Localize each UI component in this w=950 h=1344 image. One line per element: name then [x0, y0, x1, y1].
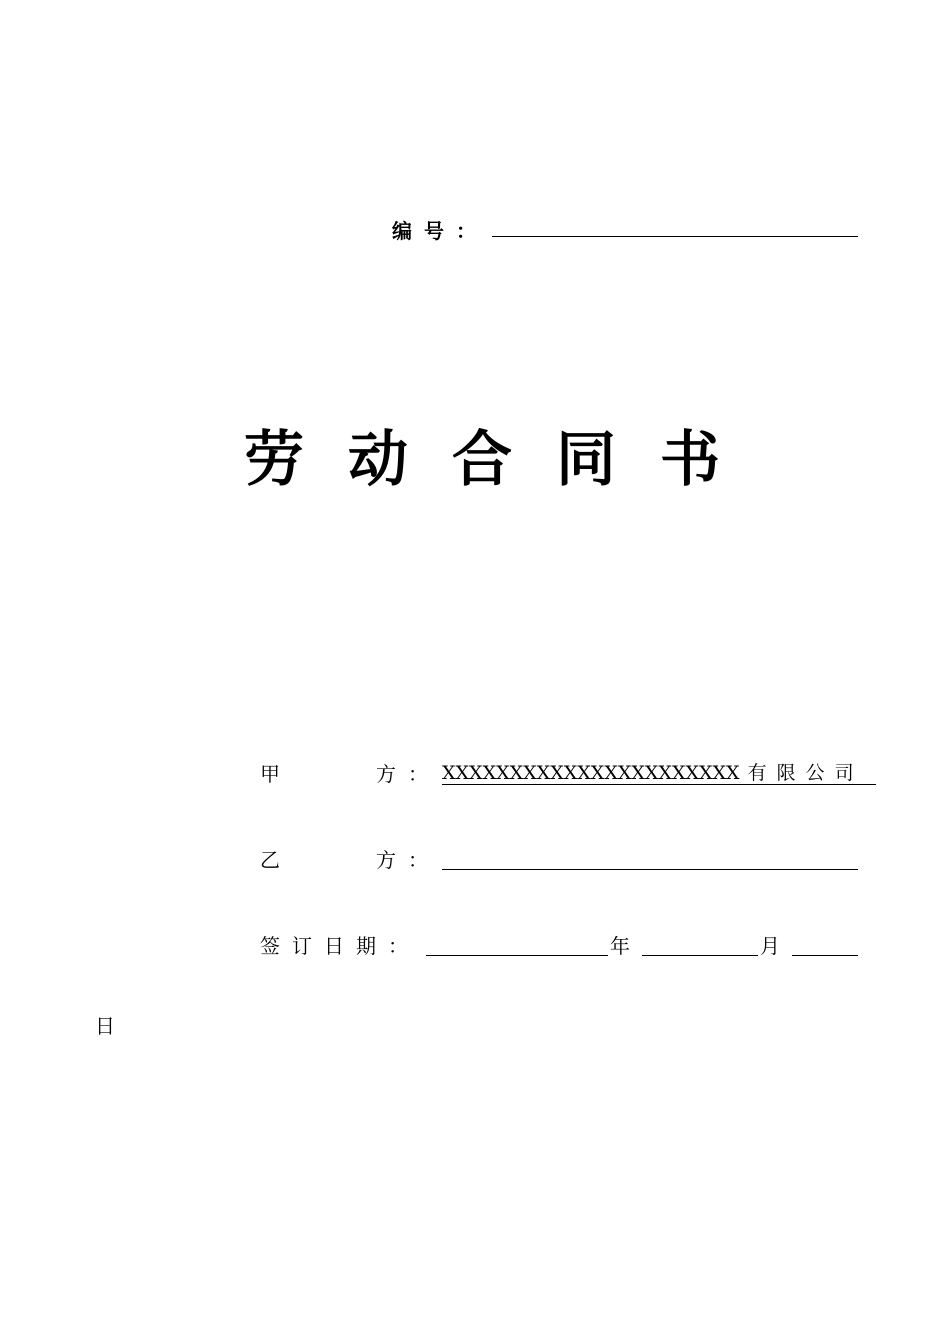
- sign-date-year-unit: 年: [610, 934, 630, 958]
- document-title: 劳动合同书: [244, 425, 764, 495]
- party-b-name-field[interactable]: [442, 869, 858, 870]
- sign-date-day-field[interactable]: [792, 955, 858, 956]
- party-a-label-first: 甲: [260, 762, 280, 786]
- sign-date-month-unit: 月: [760, 934, 780, 958]
- party-a-company-name: XXXXXXXXXXXXXXXXXXXXXX: [442, 762, 740, 784]
- contract-number-field[interactable]: [492, 236, 858, 237]
- sign-date-label: 签订日期：: [260, 934, 420, 958]
- sign-date-month-field[interactable]: [642, 955, 758, 956]
- party-b-label-first: 乙: [260, 848, 280, 872]
- sign-date-day-unit: 日: [95, 1014, 115, 1038]
- party-b-label-second: 方：: [376, 848, 440, 872]
- party-a-company-suffix: 有限公司: [747, 762, 864, 784]
- contract-number-label: 编号：: [392, 219, 488, 243]
- sign-date-year-field[interactable]: [426, 955, 608, 956]
- party-a-label-second: 方：: [376, 762, 440, 786]
- party-a-company-field[interactable]: [442, 762, 876, 785]
